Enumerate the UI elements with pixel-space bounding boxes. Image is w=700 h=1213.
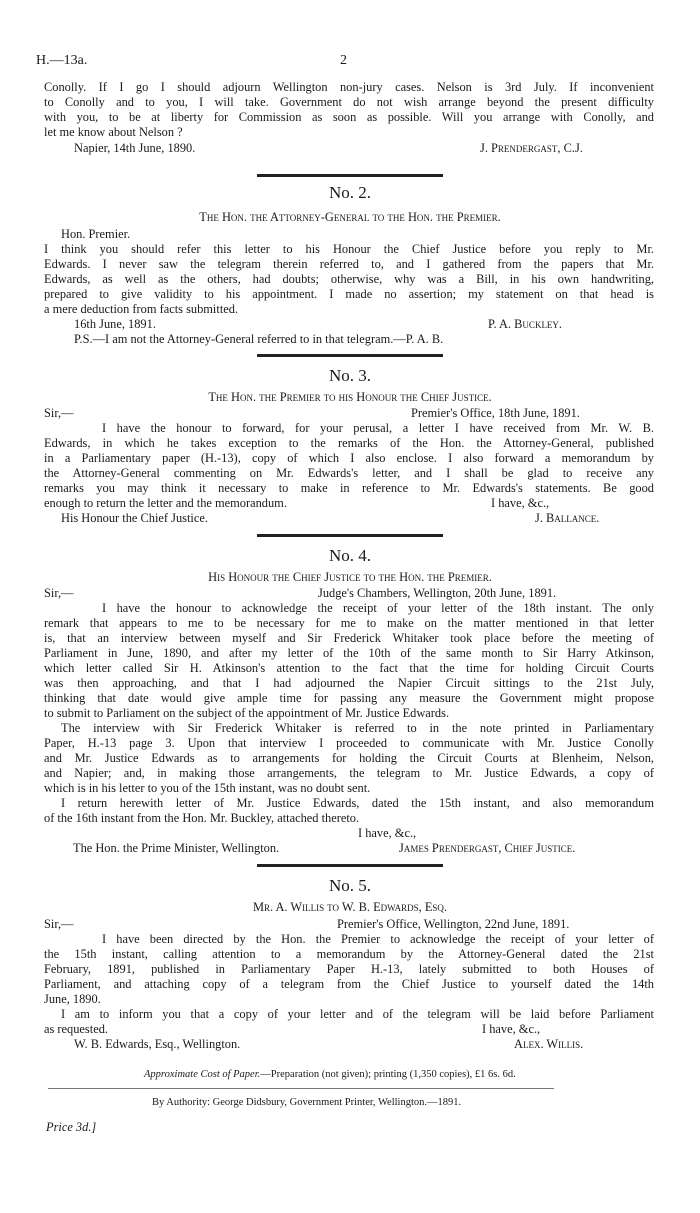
salutation: Sir,— xyxy=(44,586,74,600)
section-heading: The Hon. the Premier to his Honour the Chief Justice. xyxy=(208,390,492,404)
body-line: I think you should refer this letter to his Honour the Chief Justice before you reply to Mr. xyxy=(44,242,654,256)
salutation: Sir,— xyxy=(44,406,74,420)
salutation: Hon. Premier. xyxy=(61,227,131,241)
closing: I have, &c., xyxy=(491,496,550,510)
body-line: is, that an interview between myself and Sir Frederick Whitaker took place before the meeting of xyxy=(44,631,654,645)
addressee: W. B. Edwards, Esq., Wellington. xyxy=(74,1037,241,1051)
intro-line: let me know about Nelson ? xyxy=(44,125,183,139)
intro-line: Conolly. If I go I should adjourn Wellington non-jury cases. Nelson is 3rd July. If inconvenient xyxy=(44,80,654,94)
body-line: enough to return the letter and the memorandum. xyxy=(44,496,287,510)
body-line: and Napier; and, in making those arrangements, the telegram to Mr. Justice Edwards, a copy of xyxy=(44,766,654,780)
section-heading: The Hon. the Attorney-General to the Hon. the Premier. xyxy=(199,210,501,224)
cost-label: Approximate Cost of Paper. xyxy=(144,1069,261,1080)
body-line: which letter called Sir H. Atkinson's attention to the fact that the time for holding Circuit Courts xyxy=(44,661,654,675)
body-line: a mere deduction from facts submitted. xyxy=(44,302,239,316)
header-reference: H.—13a. xyxy=(36,53,88,68)
dateline: Premier's Office, 18th June, 1891. xyxy=(411,406,580,420)
printer-authority: By Authority: George Didsbury, Government Printer, Wellington.—1891. xyxy=(152,1097,462,1108)
signature: Alex. Willis. xyxy=(514,1037,584,1051)
section-rule xyxy=(257,354,443,357)
addressee: His Honour the Chief Justice. xyxy=(61,511,208,525)
body-line: February, 1891, published in Parliamentary Paper H.-13, lately submitted to both Houses of xyxy=(44,962,654,976)
section-number: No. 3. xyxy=(328,366,372,385)
body-line: remark that appears to me to be necessary for me to make on the matter mentioned in that letter xyxy=(44,616,654,630)
section-number: No. 4. xyxy=(328,546,372,565)
body-line: June, 1890. xyxy=(44,992,101,1006)
section-number: No. 5. xyxy=(328,876,372,895)
section-rule xyxy=(257,534,443,537)
body-line: I return herewith letter of Mr. Justice Edwards, dated the 15th instant, and also memorandum xyxy=(61,796,654,810)
body-line: prepared to give validity to his appointment. I made no assertion; my statement on that head is xyxy=(44,287,654,301)
section-heading: Mr. A. Willis to W. B. Edwards, Esq. xyxy=(252,900,448,914)
body-line: was then approaching, and that I had adjourned the Napier Circuit sittings to the 21st July, xyxy=(44,676,654,690)
body-line: in a Parliamentary paper (H.-13), copy of which I also enclose. I also forward a memorandum by xyxy=(44,451,654,465)
postscript: P.S.—I am not the Attorney-General referred to in that telegram.—P. A. B. xyxy=(74,332,444,346)
intro-signature: J. Prendergast, C.J. xyxy=(480,141,583,155)
body-line: Parliament, and attaching copy of a telegram from the Chief Justice to yourself dated the 14th xyxy=(44,977,654,991)
signature: P. A. Buckley. xyxy=(488,317,563,331)
price-note: Price 3d.] xyxy=(46,1120,97,1134)
body-line: I have the honour to forward, for your perusal, a letter I have received from Mr. W. B. xyxy=(102,421,654,435)
body-line: Parliament in June, 1890, and after my letter of the 10th of the same month to Sir Harry Atkinson, xyxy=(44,646,654,660)
salutation: Sir,— xyxy=(44,917,74,931)
body-line: the 15th instant, calling attention to a memorandum by the Attorney-General dated the 21st xyxy=(44,947,654,961)
body-line: I have been directed by the Hon. the Premier to acknowledge the receipt of your letter of xyxy=(102,932,654,946)
cost-text: —Preparation (not given); printing (1,350 copies), £1 6s. 6d. xyxy=(260,1069,516,1080)
page-number: 2 xyxy=(340,53,347,68)
signature: James Prendergast, Chief Justice. xyxy=(399,841,576,855)
addressee: The Hon. the Prime Minister, Wellington. xyxy=(73,841,280,855)
body-line: as requested. xyxy=(44,1022,108,1036)
footer-rule xyxy=(48,1088,554,1089)
body-line: I have the honour to acknowledge the receipt of your letter of the 18th instant. The only xyxy=(102,601,654,615)
section-rule xyxy=(257,864,443,867)
cost-note xyxy=(144,1068,516,1083)
body-line: to submit to Parliament on the subject of the appointment of Mr. Justice Edwards. xyxy=(44,706,450,720)
body-line: and Mr. Justice Edwards as to arrangements for holding the Circuit Courts at Blenheim, Nelson, xyxy=(44,751,654,765)
section-rule xyxy=(257,174,443,177)
body-line: the Attorney-General commenting on Mr. Edwards's letter, and I shall be glad to receive any xyxy=(44,466,654,480)
body-line: Paper, H.-13 page 3. Upon that interview I proceeded to communicate with Mr. Justice Conolly xyxy=(44,736,654,750)
body-line: Edwards, in which he takes exception to the remarks of the Hon. the Attorney-General, published xyxy=(44,436,654,450)
body-line: I am to inform you that a copy of your letter and of the telegram will be laid before Parliament xyxy=(61,1007,654,1021)
body-line: The interview with Sir Frederick Whitaker is referred to in the note printed in Parliamentary xyxy=(61,721,654,735)
section-heading: His Honour the Chief Justice to the Hon. the Premier. xyxy=(208,570,492,584)
body-line: which is in his letter to you of the 15th instant, was no doubt sent. xyxy=(44,781,371,795)
closing: I have, &c., xyxy=(482,1022,541,1036)
body-line: Edwards. I never saw the telegram therein referred to, and I gathered from the papers that Mr. xyxy=(44,257,654,271)
letter-date: 16th June, 1891. xyxy=(74,317,156,331)
section-number: No. 2. xyxy=(328,183,372,202)
closing: I have, &c., xyxy=(358,826,417,840)
dateline: Premier's Office, Wellington, 22nd June, 1891. xyxy=(337,917,570,931)
body-line: Edwards, as well as the others, had doubts; otherwise, why was a Bill, in his own handwriting, xyxy=(44,272,654,286)
signature: J. Ballance. xyxy=(535,511,600,525)
dateline: Judge's Chambers, Wellington, 20th June, 1891. xyxy=(318,586,557,600)
intro-place-date: Napier, 14th June, 1890. xyxy=(74,141,196,155)
body-line: thinking that date would give ample time for passing any measure the Government might propose xyxy=(44,691,654,705)
body-line: remarks you may think it necessary to make in reference to Mr. Edwards's statements. Be good xyxy=(44,481,654,495)
intro-line: to Conolly and to you, I will take. Government do not wish arrange beyond the present difficulty xyxy=(44,95,654,109)
body-line: of the 16th instant from the Hon. Mr. Buckley, attached thereto. xyxy=(44,811,360,825)
intro-line: with you, to be at liberty for Commission as soon as possible. Will you arrange with Conolly, and xyxy=(44,110,654,124)
